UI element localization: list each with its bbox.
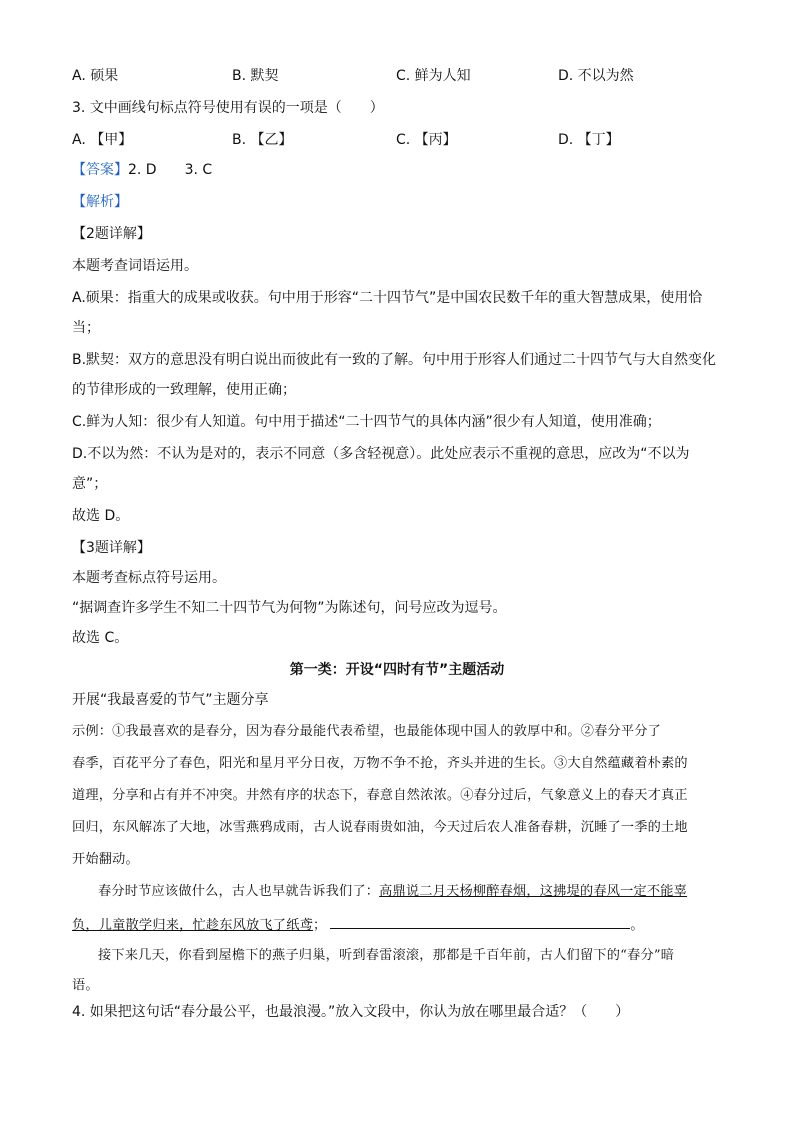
q3-option-c: C. 【丙】	[396, 132, 457, 148]
example-p2-line1	[72, 882, 722, 902]
example-p1-line3: 道理，分享和占有并不冲突。井然有序的状态下，春意自然浓浓。④春分过后，气象意义上的春天才真正	[72, 788, 688, 803]
example-p3-text1: 接下来几天，你看到屋檐下的燕子归巢，听到春雷滚滚，那都是千百年前，古人们留下的“春分”暗	[98, 948, 675, 963]
q3-stem: 3. 文中画线句标点符号使用有误的一项是（ ）	[72, 100, 384, 116]
detail2-d-line1: D.不以为然：不认为是对的，表示不同意（多含轻视意）。此处应表示不重视的意思，应改为“不以为	[72, 446, 690, 462]
q3-option-d: D. 【丁】	[558, 132, 620, 148]
example-p1-line4: 回归，东风解冻了大地，冰雪燕鸦成雨，古人说春雨贵如油，今天过后农人准备春耕，沉睡了一季的土地	[72, 820, 688, 835]
example-p3-line2: 语。	[72, 978, 99, 993]
detail2-b-line1: B.默契：双方的意思没有明白说出而彼此有一致的了解。句中用于形容人们通过二十四节气与大自然变化	[72, 352, 717, 368]
example-p2-lead: 春分时节应该做什么，古人也早就告诉我们了：	[98, 884, 380, 899]
q3-option-b: B. 【乙】	[232, 132, 293, 148]
analysis-tag: 【解析】	[72, 194, 128, 210]
detail3-intro: 本题考查标点符号运用。	[72, 570, 226, 586]
example-p2-period: 。	[630, 918, 644, 933]
q3-option-a: A. 【甲】	[72, 132, 133, 148]
answer-text: 2. D 3. C	[128, 162, 213, 178]
detail2-d-line2: 意”；	[72, 476, 108, 492]
detail2-heading: 【2题详解】	[72, 226, 151, 242]
detail2-intro: 本题考查词语运用。	[72, 258, 198, 274]
example-p2-semicolon: ；	[312, 918, 327, 933]
detail2-conclusion: 故选 D。	[72, 508, 130, 524]
q2-option-d: D. 不以为然	[558, 68, 634, 84]
detail2-a-line2: 当；	[72, 320, 100, 336]
detail2-b-line2: 的节律形成的一致理解，使用正确；	[72, 382, 296, 398]
detail3-body: “据调查许多学生不知二十四节气为何物”为陈述句，问号应改为逗号。	[72, 600, 507, 616]
q2-option-c: C. 鲜为人知	[396, 68, 471, 84]
detail3-conclusion: 故选 C。	[72, 630, 129, 646]
detail3-heading: 【3题详解】	[72, 540, 151, 556]
fill-in-blank[interactable]	[330, 914, 630, 929]
section-subtitle: 开展“我最喜爱的节气”主题分享	[72, 692, 269, 708]
example-p1-line5: 开始翻动。	[72, 852, 139, 867]
example-p1-line1: 示例：①我最喜欢的是春分，因为春分最能代表希望，也最能体现中国人的敦厚中和。②春分平分了	[72, 724, 662, 739]
example-p2-underlined-1: 高鼎说二月天杨柳醉春烟，这拂堤的春风一定不能辜	[379, 884, 688, 899]
q4-stem: 4. 如果把这句话“春分最公平，也最浪漫。”放入文段中，你认为放在哪里最合适？（ ）	[72, 1004, 630, 1020]
example-p1-line2: 春季，百花平分了春色，阳光和星月平分日夜，万物不争不抢，齐头并进的生长。③大自然蕴藏着朴素的	[72, 756, 688, 771]
answer-line	[72, 160, 722, 180]
q2-option-a: A. 硕果	[72, 68, 119, 84]
example-p2-underlined-2: 负，儿童散学归来，忙趁东风放飞了纸鸢	[72, 918, 313, 933]
q2-option-b: B. 默契	[232, 68, 279, 84]
section-title: 第一类：开设“四时有节”主题活动	[289, 662, 505, 678]
detail2-a-line1: A.硕果：指重大的成果或收获。句中用于形容“二十四节气”是中国农民数千年的重大智慧成果，使用恰	[72, 290, 703, 306]
answer-tag: 【答案】	[72, 162, 128, 178]
detail2-c-line1: C.鲜为人知：很少有人知道。句中用于描述“二十四节气的具体内涵”很少有人知道，使用准确；	[72, 414, 661, 430]
example-p3-line1	[72, 946, 722, 966]
example-p2-line2	[72, 914, 722, 936]
